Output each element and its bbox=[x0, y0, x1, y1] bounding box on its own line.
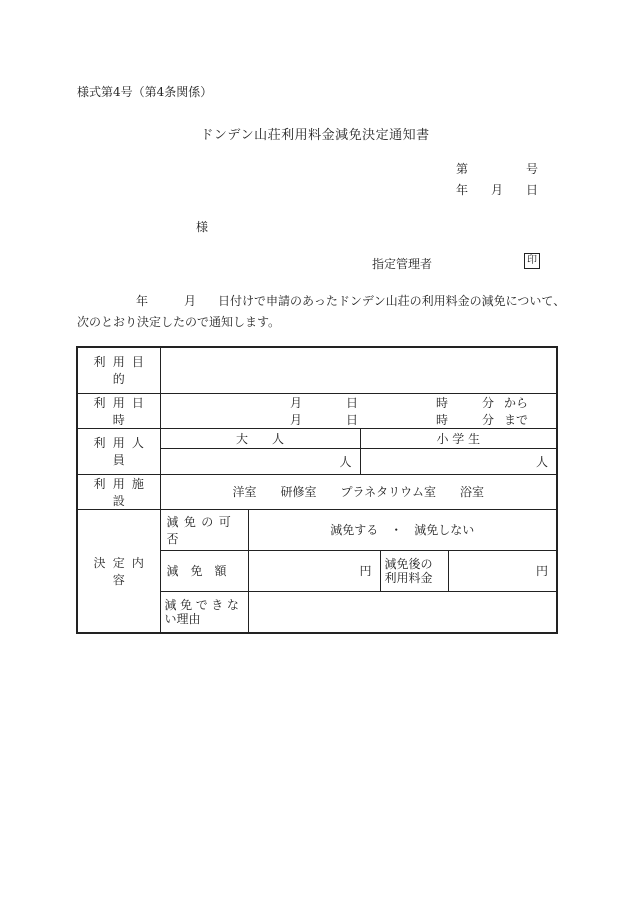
addressee-suffix: 様 bbox=[196, 220, 209, 234]
facility-label: 利用施設 bbox=[77, 474, 160, 509]
body-year: 年 bbox=[136, 294, 149, 308]
reason-field[interactable] bbox=[248, 591, 557, 633]
datetime-to-row bbox=[161, 411, 557, 428]
from-day: 日 bbox=[345, 395, 358, 410]
to-minute: 分 bbox=[481, 412, 494, 427]
body-line-1 bbox=[136, 292, 565, 309]
to-suffix: まで bbox=[504, 412, 529, 427]
issue-dai: 第 bbox=[456, 162, 469, 176]
decision-label: 決定内容 bbox=[77, 509, 160, 633]
exemption-yesno-label: 減免の可否 bbox=[160, 509, 248, 550]
decision-table bbox=[76, 346, 558, 634]
document-title: ドンデン山荘利用料金減免決定通知書 bbox=[200, 128, 430, 143]
exemption-options[interactable]: 減免する ・ 減免しない bbox=[248, 509, 557, 550]
to-month: 月 bbox=[289, 412, 302, 427]
purpose-label: 利用目的 bbox=[77, 347, 160, 393]
adult-header: 大 人 bbox=[160, 428, 360, 448]
issue-number bbox=[456, 160, 538, 177]
issue-date bbox=[456, 181, 538, 198]
manager-label: 指定管理者 bbox=[372, 257, 433, 271]
exemption-yen: 円 bbox=[359, 564, 372, 578]
exemption-amount-field[interactable] bbox=[248, 550, 380, 591]
to-day: 日 bbox=[345, 412, 358, 427]
child-header: 小 学 生 bbox=[360, 428, 557, 448]
child-count-field[interactable] bbox=[360, 448, 557, 474]
from-minute: 分 bbox=[481, 395, 494, 410]
adult-unit: 人 bbox=[339, 454, 352, 469]
after-fee-field[interactable] bbox=[448, 550, 557, 591]
issue-month: 月 bbox=[490, 183, 503, 197]
after-fee-label bbox=[380, 550, 448, 591]
reason-label bbox=[160, 591, 248, 633]
purpose-field[interactable] bbox=[160, 347, 557, 393]
from-month: 月 bbox=[289, 395, 302, 410]
issue-year: 年 bbox=[456, 183, 469, 197]
reason-line1: 減免できな bbox=[164, 597, 243, 612]
datetime-field[interactable] bbox=[160, 393, 557, 428]
body-month: 月 bbox=[184, 294, 197, 308]
child-unit: 人 bbox=[536, 454, 549, 469]
body-line1-rest: 日付けで申請のあったドンデン山荘の利用料金の減免について、 bbox=[218, 294, 566, 308]
facility-options[interactable]: 洋室 研修室 プラネタリウム室 浴室 bbox=[160, 474, 557, 509]
issue-day: 日 bbox=[525, 183, 538, 197]
after-fee-line1: 減免後の bbox=[384, 556, 433, 571]
after-fee-line2: 利用料金 bbox=[384, 570, 433, 585]
form-number: 様式第4号（第4条関係） bbox=[77, 85, 213, 99]
adult-count-field[interactable] bbox=[160, 448, 360, 474]
from-suffix: から bbox=[504, 395, 529, 410]
from-hour: 時 bbox=[435, 395, 448, 410]
issue-go: 号 bbox=[525, 162, 538, 176]
to-hour: 時 bbox=[435, 412, 448, 427]
exemption-amount-label: 減免額 bbox=[160, 550, 248, 591]
datetime-label: 利用日時 bbox=[77, 393, 160, 428]
reason-line2: い理由 bbox=[164, 611, 201, 626]
body-line-2: 次のとおり決定したので通知します。 bbox=[77, 315, 281, 329]
seal-mark: 印 bbox=[524, 253, 540, 269]
people-label: 利用人員 bbox=[77, 428, 160, 474]
datetime-from-row bbox=[161, 394, 557, 411]
after-fee-yen: 円 bbox=[536, 564, 549, 578]
